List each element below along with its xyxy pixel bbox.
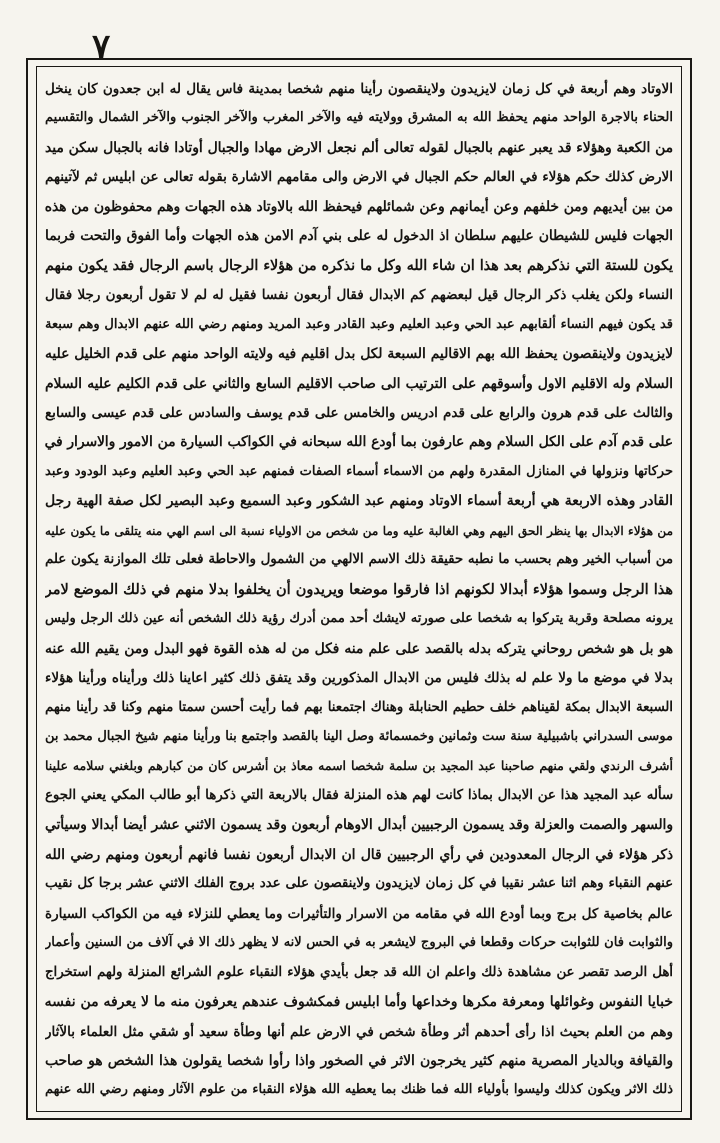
text-line: بدلا في موضع ما ولا علم له بذلك فليس من الابدال المذكورين وقد يتفق ذلك كثير اعاينا ذلك ورأيناه ورأينا هؤلاء — [45, 670, 673, 687]
text-line: من الكعبة وهؤلاء قد يعبر عنهم بالجبال لقوله تعالى ألم نجعل الارض مهادا والجبال أوتادا فانه بالجبال سكن ميد — [45, 139, 673, 156]
text-line: من بين أيديهم ومن خلفهم وعن أيمانهم وعن شمائلهم فيحفظ الله بالاوتاد هذه الجهات وهم محفوظون من هذه — [45, 198, 673, 215]
text-line: على قدم آدم على الكل السلام وهم عارفون بما أودع الله سبحانه في الكواكب السيارة من الامور والاسرار في — [45, 434, 673, 451]
text-line: هو بل هو شخص روحاني يتركه بدله بالقصد على علم منه فكل من له هذه القوة فهو البدل ومن يقيم الله عنه — [45, 640, 673, 657]
text-line: موسى السدراني باشبيلية سنة ست وثمانين وخمسمائة وصل الينا بالقصد واجتمع بنا ورأينا منهم شيخ الجبال محمد بن — [45, 728, 673, 744]
text-line: حركاتها ونزولها في المنازل المقدرة ولهم من الاسماء أسماء الصفات فمنهم عبد الحي وعبد العليم وعبد الودود وعبد — [45, 463, 673, 479]
text-line: والقيافة وبالديار المصرية منهم كثير يخرجون الاثر في الصخور واذا رأوا شخصا يقولون هذا الشخص هو صاحب — [45, 1052, 673, 1069]
text-line: والثالث على قدم هرون والرابع على قدم ادريس والخامس على قدم يوسف والسادس على قدم عيسى والسابع — [45, 404, 673, 421]
text-line: الارض كذلك حكم هؤلاء في العالم حكم الجبال في الارض والى مقامهم الاشارة بقوله تعالى عن ابليس ثم لآتينهم — [45, 169, 673, 186]
text-line: يرونه مصلحة وقربة يتركوا به شخصا على صورته لايشك أحد ممن أدرك رؤية ذلك الشخص أنه عين ذلك الرجل وليس — [45, 611, 673, 627]
text-line: الاوتاد وهم أربعة في كل زمان لايزيدون ولاينقصون رأينا منهم شخصا بمدينة فاس يقال له ابن جعدون كان ينخل — [45, 81, 673, 97]
page-text-block — [36, 66, 682, 1112]
text-line: السبعة الابدال بمكة لقيناهم خلف حطيم الحنابلة وهناك اجتمعنا بهم فما رأيت أحسن سمتا منهم وكنا قد رأينا منهم — [45, 699, 673, 715]
text-line: عنهم النقباء وهم اثنا عشر نقيبا في كل زمان لايزيدون ولاينقصون على عدد بروج الفلك الاثني عشر برجا كل نقيب — [45, 876, 673, 892]
text-line: الحناء بالاجرة الواحد منهم يحفظ الله به المشرق وولايته فيه والآخر المغرب والآخر الجنوب والآخر الشمال والتقسيم — [45, 110, 673, 126]
page-number: ٧ — [92, 27, 111, 67]
text-line: ذكر هؤلاء في الرجال المعدودين في رأي الرجبيين قال ان الابدال أربعون نفسا فانهم أربعون ومنهم رضي الله — [45, 846, 673, 863]
text-line: أشرف الرندي ولقي منهم صاحبنا عبد المجيد بن سلمة شخصا اسمه معاذ بن أشرس كان من كبارهم وبلغني سلامه علينا — [45, 758, 673, 774]
text-line: وهم من العلم بحيث اذا رأى أحدهم أثر وطأة شخص في الارض علم أنها وطأة سعيد أو شقي مثل العلماء بالآثار — [45, 1023, 673, 1040]
text-line: والثوابت فان للثوابت حركات وقطعا في البروج لايشعر به في الحس لانه لا يظهر ذلك الا في آلاف من السنين وأعمار — [45, 935, 673, 951]
text-line: أهل الرصد تقصر عن مشاهدة ذلك واعلم ان الله قد جعل بأيدي هؤلاء النقباء علوم الشرائع المنزلة ولهم استخراج — [45, 964, 673, 980]
text-line: هذا الرجل وسموا هؤلاء أبدالا لكونهم اذا فارقوا موضعا ويريدون أن يخلفوا بدلا منهم في ذلك الموضع لامر — [45, 580, 673, 598]
text-line: عالم بخاصية كل برج وبما أودع الله في مقامه من الاسرار والتأثيرات وما يعطي للنزلاء فيه من الكواكب السيارة — [45, 905, 673, 922]
text-line: والسهر والصمت والعزلة وقد يسمون الرجبيين أبدال الاوهام أربعون وقد يسمون الاثني عشر أيضا أبدالا وسيأتي — [45, 817, 673, 834]
text-line: الجهات فليس للشيطان عليهم سلطان اذ الدخول له على بني آدم الامن هذه الجهات وأما الفوق والتحت فربما — [45, 228, 673, 245]
text-line: قد يكون فيهم النساء ألقابهم عبد الحي وعبد العليم وعبد القادر وعبد المريد ومنهم رضي الله عنهم الابدال وهم سبعة — [45, 316, 673, 332]
text-line: من هؤلاء الابدال بها ينظر الحق اليهم وهي الغالبة عليه وما من شخص من الاولياء نسبة الى اسم الهي منه يتلقى ما يكون عليه — [45, 523, 673, 538]
text-line: ذلك الاثر ويكون كذلك وليسوا بأولياء الله فما ظنك بما يعطيه الله هؤلاء النقباء من علوم الآثار ومنهم رضي الله عنهم — [45, 1082, 673, 1098]
text-line: من أسباب الخير وهم بحسب ما نطبه حقيقة ذلك الاسم الالهي من الشمول والاحاطة فعلى تلك الموازنة يكون علم — [45, 552, 673, 568]
text-line: لايزيدون ولاينقصون يحفظ الله بهم الاقاليم السبعة لكل بدل اقليم فيه ولايته الواحد منهم على قدم الخليل عليه — [45, 346, 673, 363]
text-line: سأله عبد المجيد هذا عن الابدال بماذا كانت لهم هذه المنزلة فقال بالاربعة التي ذكرها أبو طالب المكي يعني الجوع — [45, 787, 673, 803]
text-line: القادر وهذه الاربعة هي أربعة أسماء الاوتاد ومنهم عبد الشكور وعبد السميع وعبد البصير لكل صفة الهية رجل — [45, 493, 673, 510]
text-line: السلام وله الاقليم الاول وأسوقهم على الترتيب الى صاحب الاقليم السابع والثاني على قدم الكليم عليه السلام — [45, 375, 673, 392]
text-line: يكون للستة التي نذكرهم بعد هذا ان شاء الله وكل ما نذكره من هؤلاء الرجال باسم الرجال فقد يكون منهم — [45, 257, 673, 274]
text-line: النساء ولكن يغلب ذكر الرجال قيل لبعضهم كم الابدال فقال أربعون نفسا فقيل له لم لا تقول أربعون رجلا فقال — [45, 287, 673, 304]
text-line: خبايا النفوس وغوائلها ومعرفة مكرها وخداعها وأما ابليس فمكشوف عندهم يعرفون منه ما لا يعرفه من نفسه — [45, 994, 673, 1011]
